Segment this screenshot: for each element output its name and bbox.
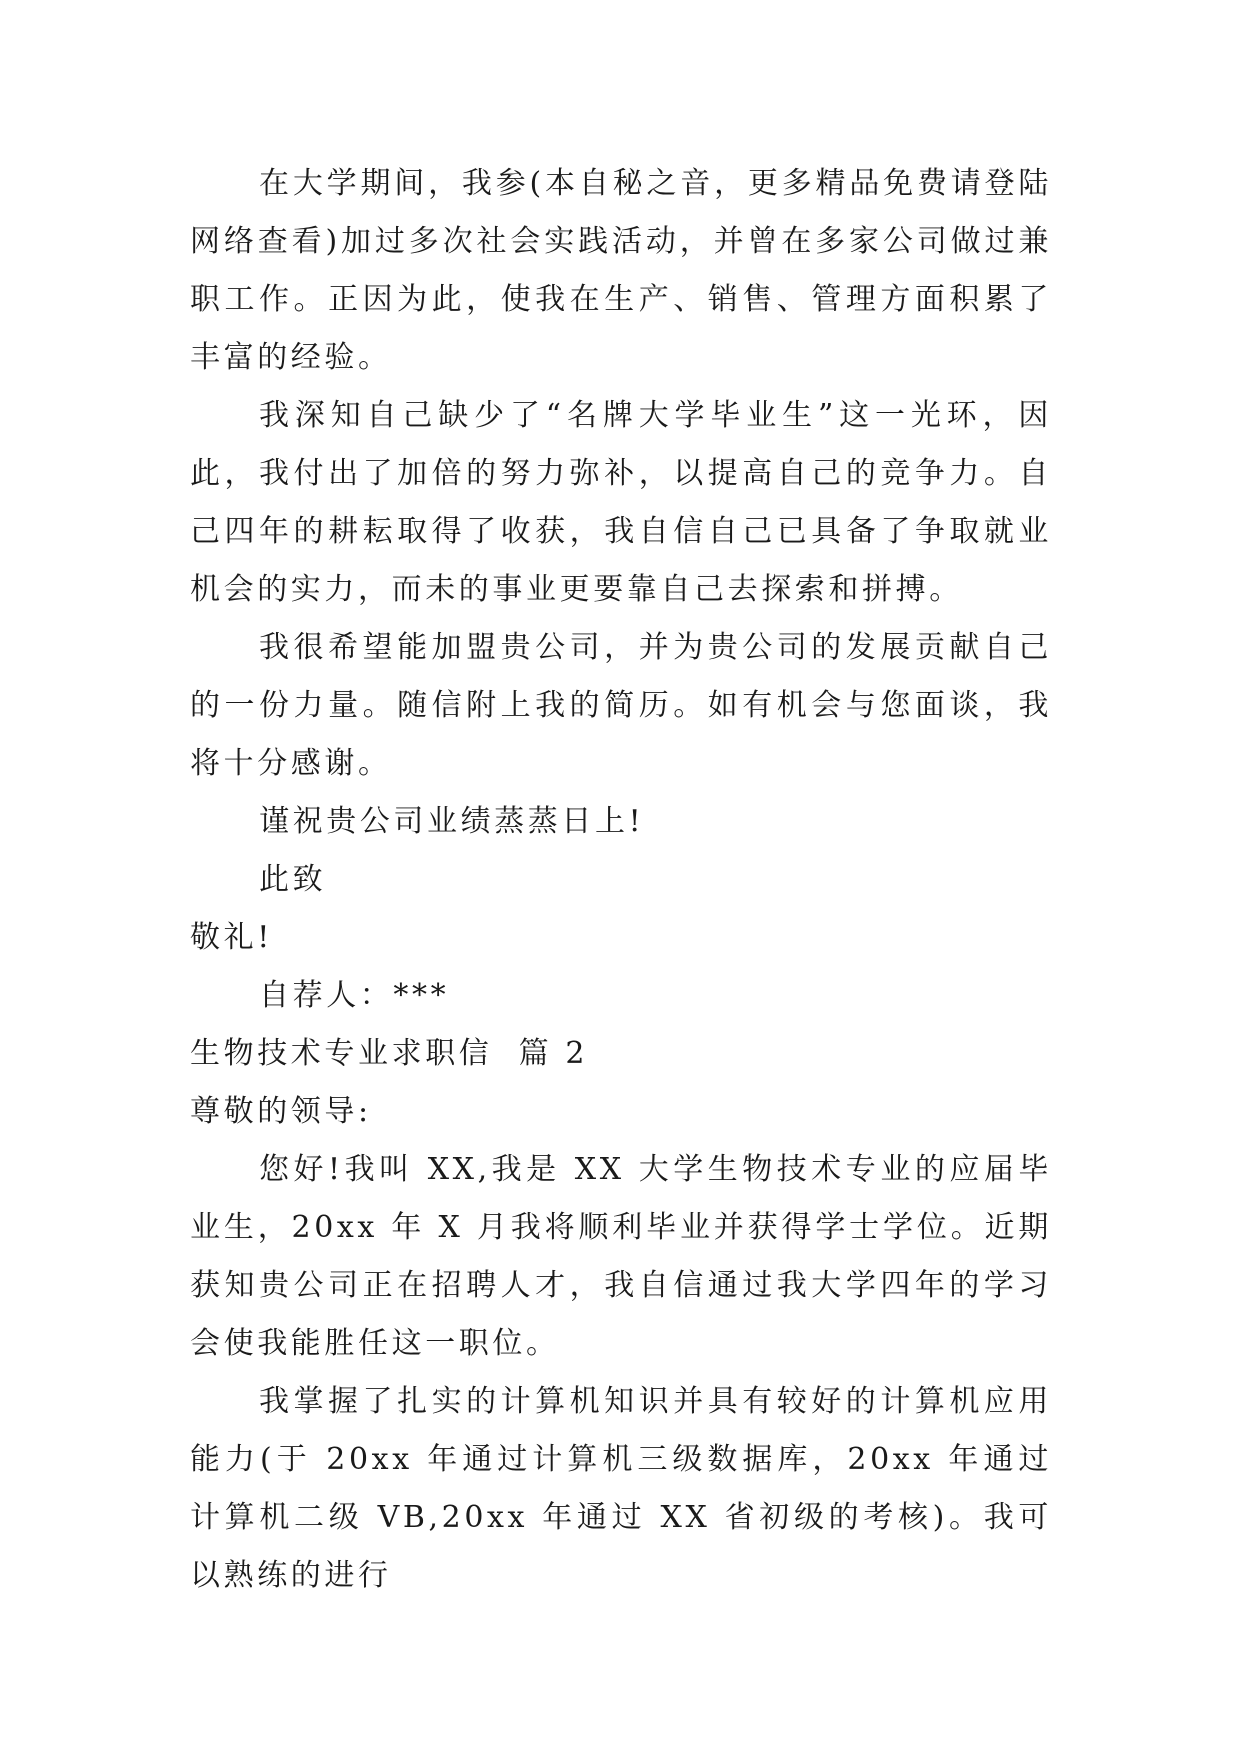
document-body [190,155,1052,1605]
section-heading: 生物技术专业求职信 篇 2 [190,1036,589,1071]
paragraph-internship-experience: 在大学期间，我参(本自秘之音，更多精品免费请登陆网络查看)加过多次社会实践活动，并曾在多家公司做过兼职工作。正因为此，使我在生产、销售、管理方面积累了丰富的经验。 [190,166,1052,375]
paragraph-computer-skills: 我掌握了扎实的计算机知识并具有较好的计算机应用能力(于 20xx 年通过计算机三级数据库，20xx 年通过计算机二级 VB,20xx 年通过 XX 省初级的考核)。我可以熟练的进行 [190,1384,1052,1593]
paragraph-introduction: 您好!我叫 XX,我是 XX 大学生物技术专业的应届毕业生，20xx 年 X 月我将顺利毕业并获得学士学位。近期获知贵公司正在招聘人才，我自信通过我大学四年的学习会使我能胜任这一职位。 [190,1152,1052,1361]
paragraph-self-awareness: 我深知自己缺少了“名牌大学毕业生”这一光环，因此，我付出了加倍的努力弥补，以提高自己的竞争力。自己四年的耕耘取得了收获，我自信自己已具备了争取就业机会的实力，而未的事业更要靠自己去探索和拼搏。 [190,398,1052,607]
greeting-line: 尊敬的领导: [190,1094,372,1129]
paragraph-wishes: 谨祝贵公司业绩蒸蒸日上! [259,804,645,839]
signature-line: 自荐人：*** [259,978,450,1013]
closing-regards: 敬礼! [190,920,273,955]
closing-salutation: 此致 [259,862,327,897]
paragraph-join-company: 我很希望能加盟贵公司，并为贵公司的发展贡献自己的一份力量。随信附上我的简历。如有机会与您面谈，我将十分感谢。 [190,630,1052,781]
